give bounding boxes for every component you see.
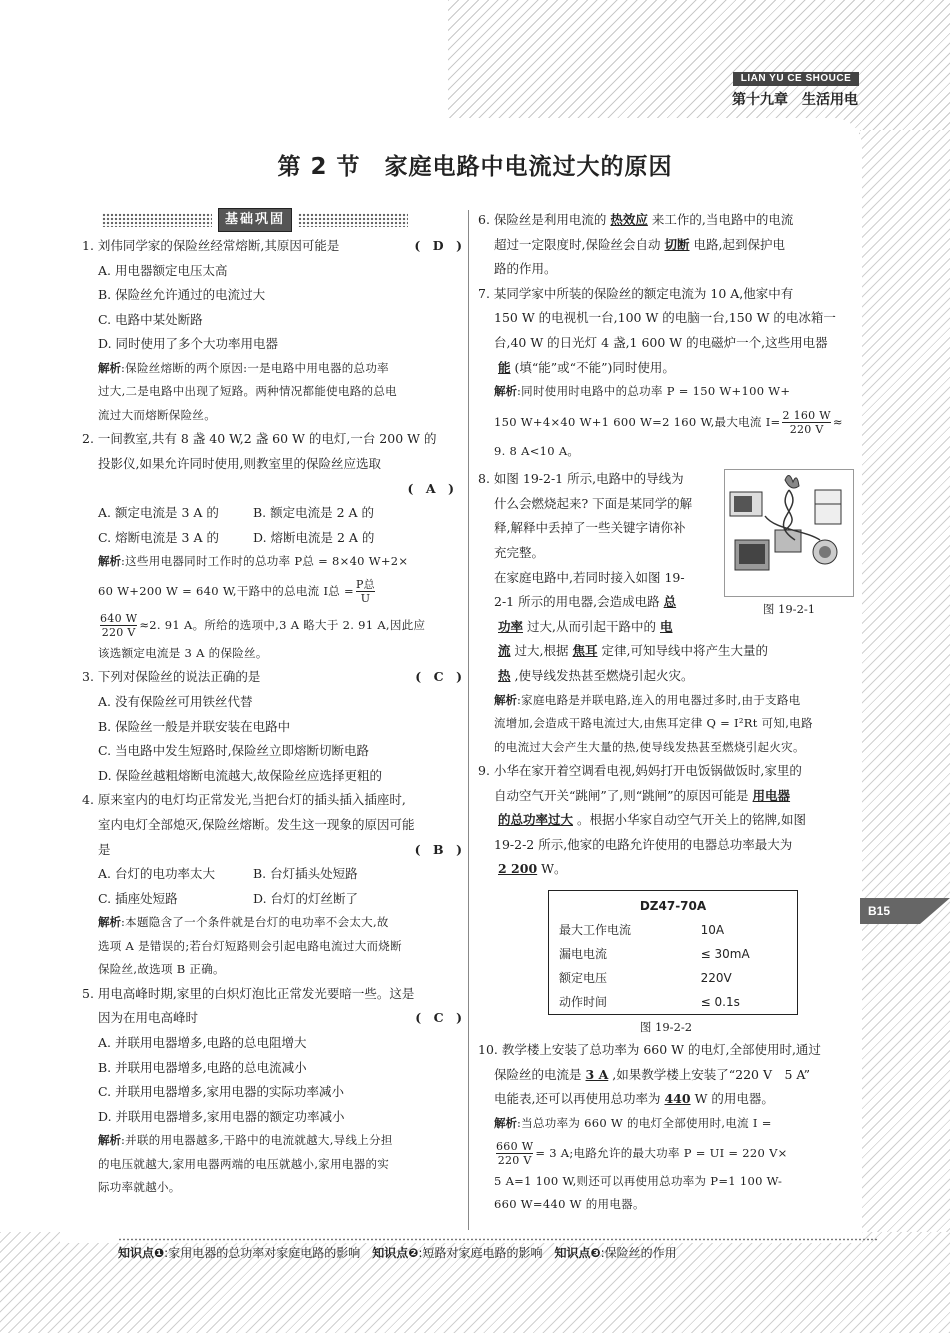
column-divider (468, 210, 469, 1230)
q7-stem: 7. 某同学家中所装的保险丝的额定电流为 10 A,他家中有 (478, 285, 794, 301)
q2-option-d: D. 熔断电流是 2 A 的 (253, 529, 375, 545)
q7-analysis-line: 9. 8 A<10 A。 (494, 443, 580, 458)
q9-stem: 19-2-2 所示,他家的电路允许使用的电器总功率最大为 (494, 836, 793, 852)
q1-option-d: D. 同时使用了多个大功率用电器 (98, 336, 279, 352)
q4-stem: 室内电灯全部熄灭,保险丝熔断。发生这一现象的原因可能 (98, 817, 415, 832)
question-7: 7. 某同学家中所装的保险丝的额定电流为 10 A,他家中有 150 W 的电视机一台,100 W 的电脑一台,150 W 的电冰箱一 台,40 W 的日光灯 4 盏,1 600 W 的电磁炉一个,这些用电器 能 (填“能”或“不能”)同时使用。 解析:同时使用时电路中的总功率 P = 150 W+100 W+ 150 W+4×40 W+1 600 W=2 160 W,最大电流 I= $\frac{2 160 W}{220 V}$ ≈ 9. 8 A<10 A。 (478, 282, 854, 463)
left-column (82, 208, 462, 1200)
q2-options (82, 526, 462, 551)
q8-blank: 功率 (498, 618, 524, 634)
q9-blank-1: 的总功率过大 (498, 812, 574, 828)
page-number: B15 (868, 904, 891, 918)
q10-analysis: 解析:当总功率为 660 W 的电灯全部使用时,电流 I = (494, 1116, 772, 1130)
q5-option-c: C. 并联用电器增多,家用电器的实际功率减小 (98, 1084, 345, 1100)
q4-answer: ( B ) (414, 841, 462, 857)
q3-answer: ( C ) (415, 669, 462, 685)
question-4 (82, 788, 462, 981)
q1-option-a: A. 用电器额定电压太高 (98, 262, 228, 278)
table-row: 最大工作电流 10A (559, 922, 725, 937)
q8-blank: 焦耳 (572, 643, 598, 659)
question-3 (82, 665, 462, 788)
q1-stem: 1. 刘伟同学家的保险丝经常熔断,其原因可能是 (82, 238, 340, 253)
q6-blank-2: 切断 (664, 236, 690, 252)
q6-text: 路的作用。 (494, 261, 557, 277)
q1-option-c: C. 电路中某处断路 (98, 311, 203, 327)
q4-analysis-line: 选项 A 是错误的;若台灯短路则会引起电路电流过大而烧断 (98, 938, 402, 953)
section-header (102, 208, 462, 232)
q2-option-a: A. 额定电流是 3 A 的 (98, 505, 219, 521)
q7-stem: 台,40 W 的日光灯 4 盏,1 600 W 的电磁炉一个,这些用电器 (494, 334, 828, 350)
section-title: 基础巩固 (218, 208, 292, 232)
q2-fraction: $\frac{640 W}{220 V}$ (100, 612, 138, 640)
q10-analysis-line: 5 A=1 100 W,则还可以再使用总功率为 P=1 100 W- (494, 1173, 783, 1188)
q4-option-b: B. 台灯插头处短路 (253, 866, 358, 882)
q1-analysis-line: 流过大而熔断保险丝。 (98, 407, 216, 422)
nameplate-model: DZ47-70A (639, 898, 707, 913)
edge-hatch (860, 130, 950, 1240)
q7-blank: 能 (498, 359, 511, 375)
q9-blank-2: 2 200 (498, 861, 538, 877)
figure-caption: 图 19-2-2 (639, 1019, 693, 1034)
nameplate-table (548, 890, 798, 1015)
q10-stem: 10. 教学楼上安装了总功率为 660 W 的电灯,全部使用时,通过 (478, 1042, 821, 1058)
question-8: 8. 如图 19-2-1 所示,电路中的导线为 什么会燃烧起来? 下面是某同学的解 释,解释中丢掉了一些关键字请你补 充完整。 在家庭电路中,若同时接入如图 19- 图 19-2-1 2-1 所示的用电器,会造成电路 总 功率 过大,从而引起干路中的 电 流 过大,根据 焦耳 定律,可知导线中将产生大量的 热 ,使导线发热甚至燃烧引起火灾。 解析:家庭电路是并联电路,连入的用电器过多时,由于支路电 流增加,会造成干路电流过大,由焦耳定律 Q = I²Rt 可知,电路 的电流过大会产生大量的热,使导线发热甚至燃烧引起火灾。 (478, 467, 854, 759)
dots-decoration (102, 213, 212, 227)
knowledge-point-3: :保险丝的作用 (600, 1246, 677, 1260)
q8-stem: 释,解释中丢掉了一些关键字请你补 (494, 520, 686, 536)
q10-fraction: $\frac{660 W}{220 V}$ (496, 1140, 534, 1167)
q2-stem: 2. 一间教室,共有 8 盏 40 W,2 盏 60 W 的电灯,一台 200 W 的 (82, 431, 437, 447)
knowledge-point-1: :家用电器的总功率对家庭电路的影响 (164, 1246, 361, 1260)
q2-stem: 投影仪,如果允许同时使用,则教室里的保险丝应选取 (98, 456, 381, 472)
q2-analysis-line: 60 W+200 W = 640 W,干路中的总电流 I总 = $\frac{\text{P总}}{U}$ (98, 578, 375, 606)
footer-knowledge-points (118, 1244, 677, 1262)
q5-analysis-line: 际功率就越小。 (98, 1180, 181, 1195)
question-2 (82, 427, 462, 665)
q2-analysis: 解析:这些用电器同时工作时的总功率 P总 = 8×40 W+2× (98, 554, 409, 569)
knowledge-point-1-label: 知识点❶ (118, 1246, 165, 1260)
figure-19-2-1 (724, 469, 854, 597)
knowledge-point-2: :短路对家庭电路的影响 (418, 1246, 543, 1260)
q1-option-b: B. 保险丝允许通过的电流过大 (98, 287, 266, 303)
q1-analysis-line: 过大,二是电路中出现了短路。两种情况都能使电路的总电 (98, 384, 397, 399)
question-1 (82, 234, 462, 427)
q8-blank: 热 (498, 667, 511, 683)
q4-options (82, 862, 462, 887)
q2-analysis-line: $\frac{640 W}{220 V}$ ≈2. 91 A。所给的选项中,3 A 略大于 2. 91 A,因此应 (100, 612, 426, 640)
question-9: 9. 小华在家开着空调看电视,妈妈打开电饭锅做饭时,家里的 自动空气开关“跳闸”了,则“跳闸”的原因可能是 用电器 的总功率过大 。根据小华家自动空气开关上的铭牌,如图 19-2-2 所示,他家的电路允许使用的电器总功率最大为 2 200 W。 DZ47-70A 最大工作电流 10A 漏电电流 ≤ 30mA 额定电压 220V 动作时间 ≤ 0.1s 图 19-2-2 (478, 759, 854, 1036)
right-column (478, 208, 854, 1217)
q5-analysis: 解析:并联的用电器越多,干路中的电流就越大,导线上分担 (98, 1133, 393, 1148)
q7-stem: 150 W 的电视机一台,100 W 的电脑一台,150 W 的电冰箱一 (494, 310, 836, 326)
table-row: 动作时间 ≤ 0.1s (559, 994, 740, 1009)
q2-option-b: B. 额定电流是 2 A 的 (253, 505, 375, 521)
q8-blank: 总 (663, 594, 677, 610)
q3-stem: 3. 下列对保险丝的说法正确的是 (82, 669, 261, 685)
q10-analysis-line: $\frac{660 W}{220 V}$ = 3 A;电路允许的最大功率 P = UI = 220 V× (496, 1140, 788, 1167)
q4-stem: 是 (98, 841, 111, 857)
q5-answer: ( C ) (415, 1010, 462, 1026)
page-title: 第 2 节 家庭电路中电流过大的原因 (277, 154, 673, 180)
q4-analysis: 解析:本题隐含了一个条件就是台灯的电功率不会太大,故 (98, 915, 389, 930)
q5-stem: 因为在用电高峰时 (98, 1010, 199, 1026)
footer-dots (118, 1238, 878, 1241)
q10-blank-2: 440 (664, 1091, 691, 1107)
q3-option-d: D. 保险丝越粗熔断电流越大,故保险丝应选择更粗的 (98, 767, 382, 783)
q2-answer: ( A ) (407, 480, 454, 496)
series-label: LIAN YU CE SHOUCE (733, 72, 859, 86)
knowledge-point-2-label: 知识点❷ (372, 1246, 419, 1260)
q8-stem: 充完整。 (494, 544, 545, 560)
q2-analysis-line: 该选额定电流是 3 A 的保险丝。 (98, 645, 268, 660)
q3-option-c: C. 当电路中发生短路时,保险丝立即熔断切断电路 (98, 743, 370, 759)
q5-stem: 5. 用电高峰时期,家里的白炽灯泡比正常发光要暗一些。这是 (82, 985, 415, 1001)
chapter-title: 第十九章 生活用电 (732, 92, 858, 108)
q7-analysis: 解析:同时使用时电路中的总功率 P = 150 W+100 W+ (494, 384, 791, 399)
q4-stem: 4. 原来室内的电灯均正常发光,当把台灯的插头插入插座时, (82, 792, 406, 808)
q6-blank-1: 热效应 (610, 212, 648, 227)
q7-analysis-line: 150 W+4×40 W+1 600 W=2 160 W,最大电流 I= $\frac{2 160 W}{220 V}$ ≈ (494, 409, 843, 437)
q8-stem: 在家庭电路中,若同时接入如图 19- (494, 569, 685, 585)
q8-stem: 什么会燃烧起来? 下面是某同学的解 (494, 495, 693, 511)
q2-options (82, 501, 462, 526)
q9-stem: 9. 小华在家开着空调看电视,妈妈打开电饭锅做饭时,家里的 (478, 763, 802, 778)
q3-option-b: B. 保险丝一般是并联安装在电路中 (98, 718, 291, 734)
q2-fraction: $\frac{\text{P总}}{U}$ (355, 578, 375, 606)
page-tab (860, 898, 950, 924)
q5-option-b: B. 并联用电器增多,电路的总电流减小 (98, 1059, 307, 1075)
q10-blank-1: 3 A (585, 1066, 609, 1082)
q8-stem: 8. 如图 19-2-1 所示,电路中的导线为 (478, 471, 684, 487)
q5-option-d: D. 并联用电器增多,家用电器的额定功率减小 (98, 1108, 345, 1124)
q2-option-c: C. 熔断电流是 3 A 的 (98, 529, 219, 545)
figure-caption: 图 19-2-1 (762, 602, 816, 617)
question-5 (82, 982, 462, 1200)
q5-analysis-line: 的电压就越大,家用电器两端的电压就越小,家用电器的实 (98, 1156, 390, 1171)
q1-analysis: 解析:保险丝熔断的两个原因:一是电路中用电器的总功率 (98, 360, 389, 375)
knowledge-point-3-label: 知识点❸ (554, 1246, 601, 1260)
q8-blank: 流 (498, 643, 511, 659)
q8-blank: 电 (660, 618, 673, 634)
question-6: 6. 保险丝是利用电流的 热效应 来工作的,当电路中的电流 超过一定限度时,保险丝会自动 切断 电路,起到保护电 路的作用。 (478, 208, 854, 282)
q1-answer: ( D ) (414, 238, 462, 253)
q4-options (82, 887, 462, 912)
dots-decoration (298, 213, 408, 227)
q7-fraction: $\frac{2 160 W}{220 V}$ (782, 409, 831, 437)
table-row: 额定电压 220V (559, 970, 732, 985)
q4-option-a: A. 台灯的电功率太大 (98, 866, 215, 882)
q4-option-c: C. 插座处短路 (98, 890, 178, 906)
q3-option-a: A. 没有保险丝可用铁丝代替 (98, 694, 253, 710)
q9-blank-1: 用电器 (752, 787, 791, 803)
q8-analysis-line: 流增加,会造成干路电流过大,由焦耳定律 Q = I²Rt 可知,电路 (494, 716, 813, 730)
question-10: 10. 教学楼上安装了总功率为 660 W 的电灯,全部使用时,通过 保险丝的电流是 3 A ,如果教学楼上安装了“220 V 5 A” 电能表,还可以再使用总功率为 440 W 的用电器。 解析:当总功率为 660 W 的电灯全部使用时,电流 I = $\frac{660 W}{220 V}$ = 3 A;电路允许的最大功率 P = UI = 220 V× 5 A=1 100 W,则还可以再使用总功率为 P=1 100 W- 660 W=440 W 的用电器。 (478, 1038, 854, 1216)
table-row: 漏电电流 ≤ 30mA (559, 946, 750, 961)
q10-analysis-line: 660 W=440 W 的用电器。 (494, 1197, 645, 1211)
q4-option-d: D. 台灯的灯丝断了 (253, 890, 359, 906)
q4-analysis-line: 保险丝,故选项 B 正确。 (98, 962, 225, 977)
q5-option-a: A. 并联用电器增多,电路的总电阻增大 (98, 1035, 307, 1051)
q8-analysis-line: 的电流过大会产生大量的热,使导线发热甚至燃烧引起火灾。 (494, 739, 805, 754)
q8-analysis: 解析:家庭电路是并联电路,连入的用电器过多时,由于支路电 (494, 692, 801, 707)
